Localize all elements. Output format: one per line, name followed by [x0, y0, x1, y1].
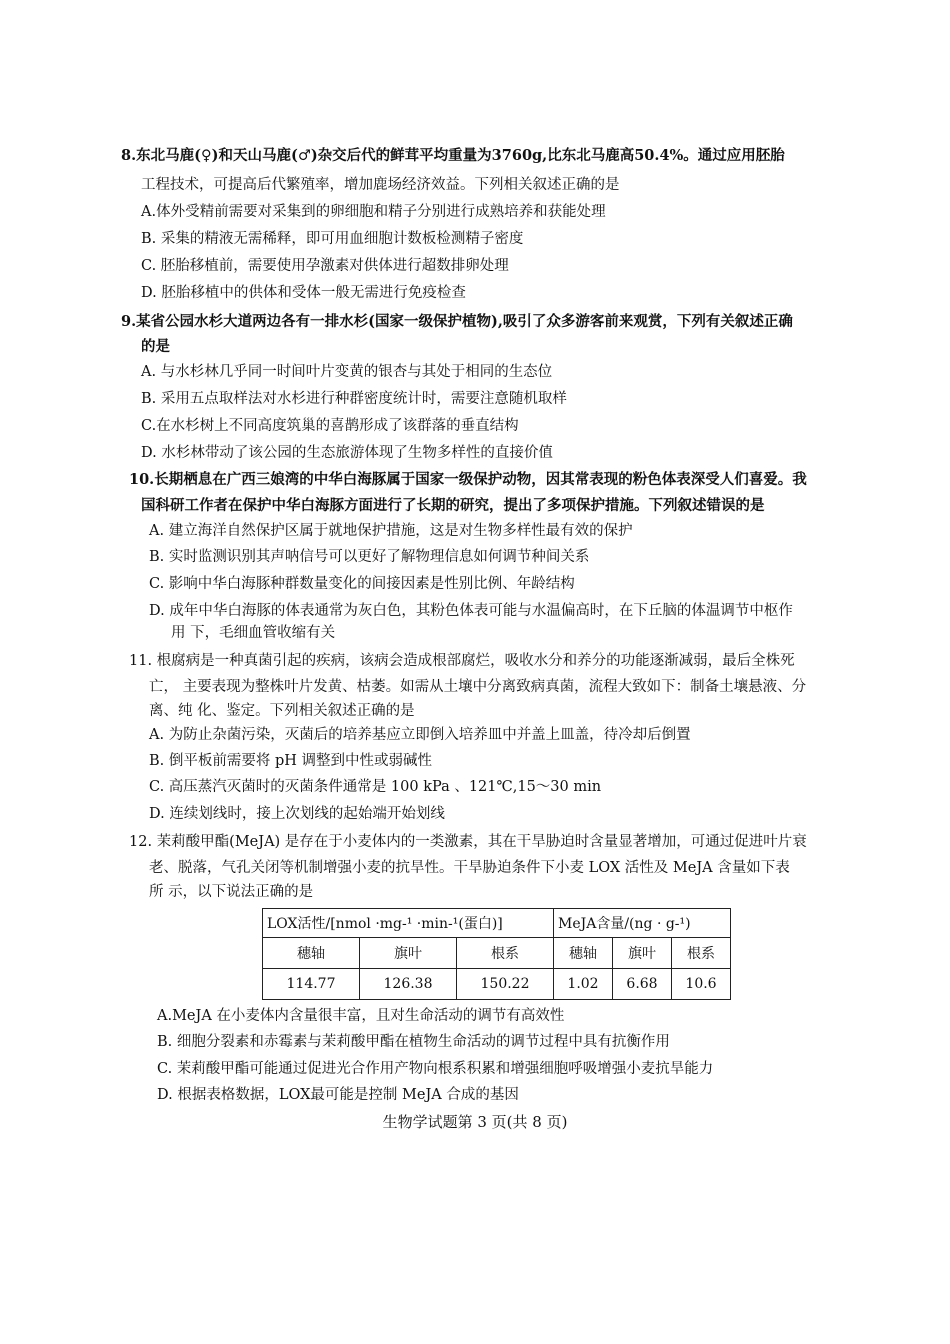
q9-stem-line2: 的是 — [141, 338, 170, 355]
q10-option-c: C. 影响中华白海豚种群数量变化的间接因素是性别比例、年龄结构 — [149, 576, 575, 592]
table-cell: 126.38 — [360, 969, 457, 1000]
q8-option-c: C. 胚胎移植前，需要使用孕激素对供体进行超数排卵处理 — [141, 258, 509, 274]
q8-option-d: D. 胚胎移植中的供体和受体一般无需进行免疫检查 — [141, 285, 466, 301]
q12-option-d: D. 根据表格数据，LOX最可能是控制 MeJA 合成的基因 — [157, 1087, 519, 1103]
q10-option-b: B. 实时监测识别其声呐信号可以更好了解物理信息如何调节种间关系 — [149, 549, 590, 565]
page-footer: 生物学试题第 3 页(共 8 页) — [382, 1113, 568, 1131]
table-cell: 10.6 — [672, 969, 731, 1000]
lox-activity-header: LOX活性/[nmol ·mg-¹ ·min-¹(蛋白)] — [263, 909, 554, 938]
q12-option-c: C. 茉莉酸甲酯可能通过促进光合作用产物向根系积累和增强细胞呼吸增强小麦抗旱能力 — [157, 1061, 714, 1077]
meja-content-header: MeJA含量/(ng · g-¹) — [554, 909, 731, 938]
q10-stem-line2: 国科研工作者在保护中华白海豚方面进行了长期的研究，提出了多项保护措施。下列叙述错误的是 — [141, 497, 765, 514]
q11-option-b: B. 倒平板前需要将 pH 调整到中性或弱碱性 — [149, 753, 433, 769]
table-cell: 150.22 — [457, 969, 554, 1000]
table-subheader-row — [263, 938, 731, 969]
q8-stem-line2: 工程技术，可提高后代繁殖率，增加鹿场经济效益。下列相关叙述正确的是 — [141, 177, 620, 193]
table-cell: 旗叶 — [613, 938, 672, 969]
q12-stem-line3: 所 示，以下说法正确的是 — [149, 884, 314, 900]
q11-stem-line1: 11. 根腐病是一种真菌引起的疾病，该病会造成根部腐烂，吸收水分和养分的功能逐渐减弱，最后全株死 — [129, 653, 795, 669]
q8-option-a: A.体外受精前需要对采集到的卵细胞和精子分别进行成熟培养和获能处理 — [141, 204, 606, 220]
q10-option-a: A. 建立海洋自然保护区属于就地保护措施，这是对生物多样性最有效的保护 — [149, 523, 633, 539]
table-cell: 根系 — [457, 938, 554, 969]
table-cell: 穗轴 — [263, 938, 360, 969]
q10-option-d-line1: D. 成年中华白海豚的体表通常为灰白色，其粉色体表可能与水温偏高时，在下丘脑的体温调节中枢作 — [149, 603, 793, 619]
table-cell: 根系 — [672, 938, 731, 969]
q12-stem-line1: 12. 茉莉酸甲酯(MeJA) 是存在于小麦体内的一类激素，其在干旱胁迫时含量显著增加，可通过促进叶片衰 — [129, 834, 807, 850]
q11-option-d: D. 连续划线时，接上次划线的起始端开始划线 — [149, 806, 445, 822]
q12-stem-line2: 老、脱落，气孔关闭等机制增强小麦的抗旱性。干旱胁迫条件下小麦 LOX 活性及 MeJA 含量如下表 — [149, 860, 790, 876]
q12-option-a: A.MeJA 在小麦体内含量很丰富，且对生命活动的调节有高效性 — [157, 1008, 565, 1024]
q8-stem-line1: 8.东北马鹿(♀)和天山马鹿(♂)杂交后代的鲜茸平均重量为3760g,比东北马鹿高50.4%。通过应用胚胎 — [121, 147, 785, 164]
q11-stem-line2: 亡， 主要表现为整株叶片发黄、枯萎。如需从土壤中分离致病真菌，流程大致如下：制备土壤悬液、分 — [149, 679, 807, 695]
q11-option-a: A. 为防止杂菌污染，灭菌后的培养基应立即倒入培养皿中并盖上皿盖，待冷却后倒置 — [149, 727, 691, 743]
q9-option-c: C.在水杉树上不同高度筑巢的喜鹊形成了该群落的垂直结构 — [141, 418, 519, 434]
q12-option-b: B. 细胞分裂素和赤霉素与茉莉酸甲酯在植物生命活动的调节过程中具有抗衡作用 — [157, 1034, 670, 1050]
table-cell: 6.68 — [613, 969, 672, 1000]
q9-option-b: B. 采用五点取样法对水杉进行种群密度统计时，需要注意随机取样 — [141, 391, 567, 407]
q8-option-b: B. 采集的精液无需稀释，即可用血细胞计数板检测精子密度 — [141, 231, 524, 247]
q9-stem-line1: 9.某省公园水杉大道两边各有一排水杉(国家一级保护植物),吸引了众多游客前来观赏，下列有关叙述正确 — [121, 313, 793, 330]
q9-option-a: A. 与水杉林几乎同一时间叶片变黄的银杏与其处于相同的生态位 — [141, 364, 553, 380]
table-cell: 114.77 — [263, 969, 360, 1000]
q11-option-c: C. 高压蒸汽灭菌时的灭菌条件通常是 100 kPa 、121℃,15～30 min — [149, 779, 602, 795]
lox-meja-table — [262, 908, 731, 1000]
q10-option-d-line2: 用 下，毛细血管收缩有关 — [171, 625, 336, 641]
table-cell: 1.02 — [554, 969, 613, 1000]
table-cell: 穗轴 — [554, 938, 613, 969]
q11-stem-line3: 离、纯 化、鉴定。下列相关叙述正确的是 — [149, 703, 415, 719]
table-cell: 旗叶 — [360, 938, 457, 969]
table-row — [263, 969, 731, 1000]
table-header-row — [263, 909, 731, 938]
q10-stem-line1: 10.长期栖息在广西三娘湾的中华白海豚属于国家一级保护动物，因其常表现的粉色体表深受人们喜爱。我 — [129, 471, 807, 488]
q9-option-d: D. 水杉林带动了该公园的生态旅游体现了生物多样性的直接价值 — [141, 445, 553, 461]
